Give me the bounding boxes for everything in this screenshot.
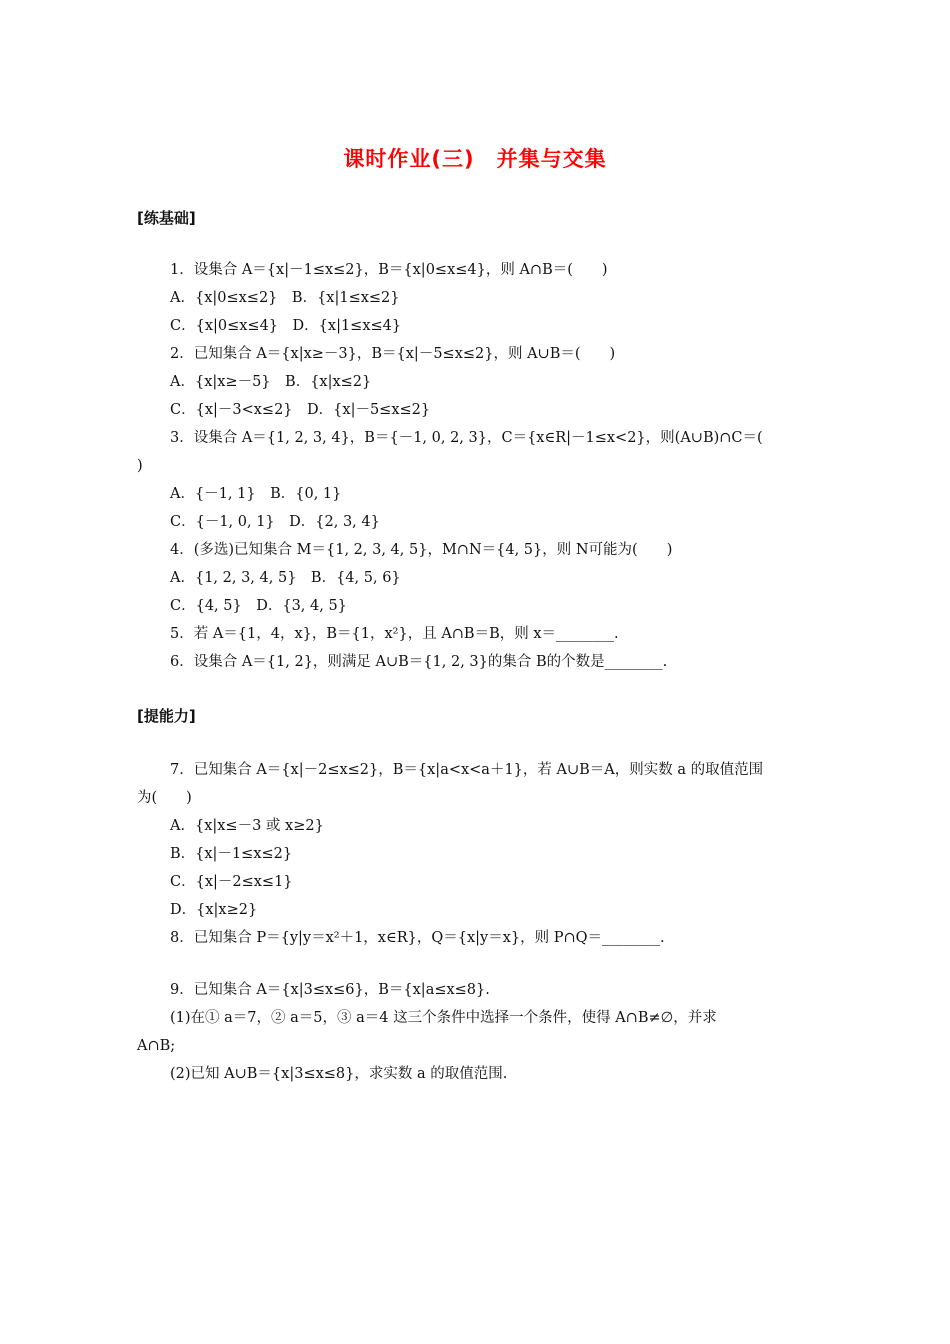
question-2-options-ab: A．{x|x≥－5} B．{x|x≤2} [170,374,372,390]
question-3: 3．设集合 A＝{1, 2, 3, 4}，B＝{－1, 0, 2, 3}，C＝{x∈R|－1≤x<2}，则(A∪B)∩C＝( [170,430,763,446]
question-7-option-c: C．{x|－2≤x≤1} [170,874,293,890]
question-2-options-cd: C．{x|－3<x≤2} D．{x|－5≤x≤2} [170,402,431,418]
question-7-option-a: A．{x|x≤－3 或 x≥2} [170,818,324,834]
question-3-continuation: ) [137,458,143,474]
question-3-options-cd: C．{－1, 0, 1} D．{2, 3, 4} [170,514,380,530]
section-heading-advanced: [提能力] [137,707,196,725]
question-9-part-1-continuation: A∩B; [137,1038,176,1054]
question-6: 6．设集合 A＝{1, 2}，则满足 A∪B＝{1, 2, 3}的集合 B的个数是________. [170,654,668,670]
question-9-part-2: (2)已知 A∪B＝{x|3≤x≤8}，求实数 a 的取值范围. [170,1066,508,1082]
question-5: 5．若 A＝{1，4，x}，B＝{1，x²}，且 A∩B＝B，则 x＝________. [170,626,619,642]
page-title: 课时作业(三) 并集与交集 [343,147,607,171]
question-4: 4．(多选)已知集合 M＝{1, 2, 3, 4, 5}，M∩N＝{4, 5}，则 N可能为( ) [170,542,673,558]
question-2: 2．已知集合 A＝{x|x≥－3}，B＝{x|－5≤x≤2}，则 A∪B＝( ) [170,346,616,362]
question-1: 1．设集合 A＝{x|－1≤x≤2}，B＝{x|0≤x≤4}，则 A∩B＝( ) [170,262,608,278]
question-7: 7．已知集合 A＝{x|－2≤x≤2}，B＝{x|a<x<a＋1}，若 A∪B＝A，则实数 a 的取值范围 [170,762,764,778]
question-8: 8．已知集合 P＝{y|y＝x²＋1，x∈R}，Q＝{x|y＝x}，则 P∩Q＝________. [170,930,665,946]
question-7-continuation: 为( ) [137,790,192,806]
question-7-option-b: B．{x|－1≤x≤2} [170,846,293,862]
question-9-part-1: (1)在① a＝7，② a＝5，③ a＝4 这三个条件中选择一个条件，使得 A∩B≠∅，并求 [170,1010,717,1026]
question-3-options-ab: A．{－1, 1} B．{0, 1} [170,486,342,502]
question-1-options-cd: C．{x|0≤x≤4} D．{x|1≤x≤4} [170,318,402,334]
question-4-options-ab: A．{1, 2, 3, 4, 5} B．{4, 5, 6} [170,570,401,586]
section-heading-basic: [练基础] [137,209,196,227]
question-4-options-cd: C．{4, 5} D．{3, 4, 5} [170,598,347,614]
question-1-options-ab: A．{x|0≤x≤2} B．{x|1≤x≤2} [170,290,400,306]
question-9: 9．已知集合 A＝{x|3≤x≤6}，B＝{x|a≤x≤8}. [170,982,490,998]
question-7-option-d: D．{x|x≥2} [170,902,258,918]
